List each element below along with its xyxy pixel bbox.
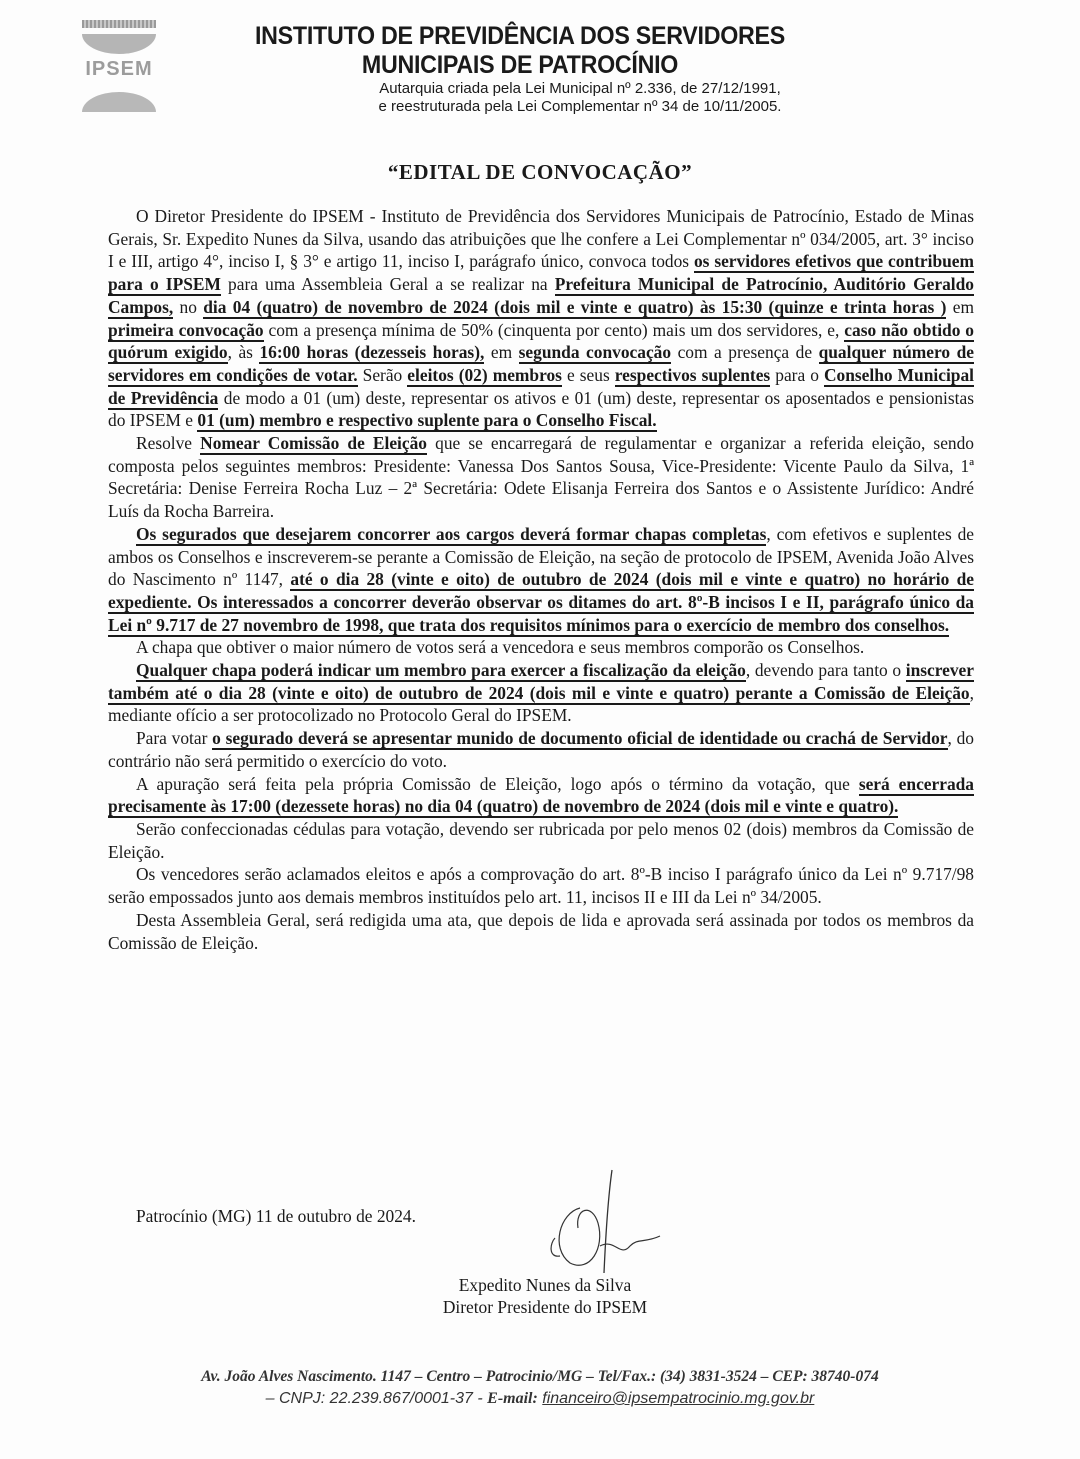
emphasized-text: caso não obtido o quórum exigido <box>108 319 974 363</box>
emphasized-text: Os segurados que desejarem concorrer aos cargos deverá formar chapas completas <box>136 523 767 544</box>
emphasized-text: 16:00 horas (dezesseis horas), <box>259 342 485 363</box>
footer-email-link[interactable]: financeiro@ipsempatrocinio.mg.gov.br <box>542 1390 815 1407</box>
body-text: , devendo para tanto o <box>745 660 906 681</box>
body-text: em <box>484 342 519 363</box>
body-text: com a presença mínima de 50% (cinquenta por cento) mais um dos servidores, e, <box>263 319 845 340</box>
body-text: Serão <box>357 364 408 385</box>
body-text: Os vencedores serão aclamados eleitos e após a comprovação do art. 8º-B inciso I parágrafo único da Lei nº 9.717/98 serão empossados junto aos demais membros instituídos pelo art. 11, incisos II e III da Lei nº 34/2005. <box>108 864 974 908</box>
body-text: de modo a 01 (um) deste, representar os ativos e 01 (um) deste, representar os aposentados e pensionistas do IPSEM e <box>108 387 974 431</box>
footer-cnpj: – CNPJ: 22.239.867/0001-37 - <box>265 1390 488 1407</box>
body-text: no <box>173 296 204 317</box>
footer-contact <box>80 1388 1000 1410</box>
emphasized-text: o segurado deverá se apresentar munido de documento oficial de identidade ou crachá de Servidor <box>212 728 948 749</box>
body-paragraph <box>108 523 974 637</box>
logo-bottom-shape <box>82 92 156 112</box>
logo-stripe <box>82 20 156 28</box>
signer-block <box>400 1274 690 1318</box>
body-paragraph <box>108 863 974 908</box>
body-paragraph <box>108 432 974 523</box>
body-paragraph <box>108 659 974 727</box>
body-text: e seus <box>561 364 615 385</box>
logo-top-shape <box>82 34 156 54</box>
emphasized-text: dia 04 (quatro) de novembro de 2024 (dois mil e vinte e quatro) às 15:30 (quinze e trinta horas ) <box>203 296 947 317</box>
document-body <box>108 205 974 954</box>
body-text: Desta Assembleia Geral, será redigida uma ata, que depois de lida e aprovada será assinada por todos os membros da Comissão de Eleição. <box>108 909 974 953</box>
emphasized-text: até o dia 28 (vinte e oito) de outubro de 2024 (dois mil e vinte e quatro) no horário de expediente. Os interessados a concorrer deverão observar os ditames do art. 8º-B incisos I e II, parágrafo único da Lei nº 9.717 de 27 novembro de 1998, que trata dos requisitos mínimos para o exercício de membro dos conselhos. <box>108 569 974 635</box>
logo-text: IPSEM <box>85 58 153 80</box>
institution-subtitle-line2: e reestruturada pela Lei Complementar nº 34 de 10/11/2005. <box>378 98 782 115</box>
signature <box>520 1168 670 1278</box>
emphasized-text: os servidores efetivos que contribuem para o IPSEM <box>108 251 974 295</box>
body-text: que se encarregará de regulamentar e organizar a referida eleição, sendo composta pelos seguintes membros: Presidente: Vanessa Dos Santos Sousa, Vice-Presidente: Vicente Paulo da Silva, 1ª Secretária: Denise Ferreira Rocha Luz – 2ª Secretária: Odete Elisanja Ferreira dos Santos e o Assistente Jurídico: André Luís da Rocha Barreira. <box>108 433 975 522</box>
institution-name-line1: INSTITUTO DE PREVIDÊNCIA DOS SERVIDORES <box>254 22 785 50</box>
body-paragraph <box>108 909 974 954</box>
body-text: para uma Assembleia Geral a se realizar na <box>220 274 555 295</box>
emphasized-text: Qualquer chapa poderá indicar um membro para exercer a fiscalização da eleição <box>136 660 746 681</box>
emphasized-text: eleitos (02) membros <box>407 364 562 385</box>
emphasized-text: Conselho Municipal de Previdência <box>108 364 974 408</box>
body-text: com a presença de <box>671 342 819 363</box>
institution-subtitle-line1: Autarquia criada pela Lei Municipal nº 2.336, de 27/12/1991, <box>379 80 781 97</box>
body-paragraph <box>108 727 974 772</box>
body-text: , mediante ofício a ser protocolizado no Protocolo Geral do IPSEM. <box>108 682 974 726</box>
document-date: Patrocínio (MG) 11 de outubro de 2024. <box>136 1206 416 1226</box>
body-text: para o <box>770 364 824 385</box>
footer-address: Av. João Alves Nascimento. 1147 – Centro – Patrocinio/MG – Tel/Fax.: (34) 3831-3524 – CEP: 38740-074 <box>201 1368 879 1385</box>
emphasized-text: inscrever também até o dia 28 (vinte e oito) de outubro de 2024 (dois mil e vinte e quatro) perante a Comissão de Eleição <box>108 660 974 703</box>
body-text: A apuração será feita pela própria Comissão de Eleição, logo após o término da votação, que <box>136 773 859 794</box>
body-paragraph <box>108 818 974 863</box>
institution-name-line2: MUNICIPAIS DE PATROCÍNIO <box>361 51 679 79</box>
body-text: , com efetivos e suplentes de ambos os Conselhos e inscreverem-se perante a Comissão de Eleição, na seção de protocolo de IPSEM, Avenida João Alves do Nascimento nº 1147, <box>108 523 975 590</box>
emphasized-text: será encerrada precisamente às 17:00 (dezessete horas) no dia 04 (quatro) de novembro de 2024 (dois mil e vinte e quatro). <box>108 773 975 817</box>
body-paragraph <box>108 636 974 659</box>
footer-email-label: E-mail: <box>487 1390 538 1407</box>
ipsem-logo <box>80 20 158 114</box>
emphasized-text: segunda convocação <box>518 342 672 363</box>
body-text: Para votar <box>136 728 213 749</box>
document-title: “EDITAL DE CONVOCAÇÃO” <box>387 160 693 184</box>
footer <box>80 1366 1000 1410</box>
emphasized-text: Nomear Comissão de Eleição <box>200 433 428 454</box>
emphasized-text: qualquer número de servidores em condições de votar. <box>108 342 975 385</box>
signer-name: Expedito Nunes da Silva <box>458 1275 632 1295</box>
body-text: A chapa que obtiver o maior número de votos será a vencedora e seus membros comporão os Conselhos. <box>136 637 865 658</box>
body-text: O Diretor Presidente do IPSEM - Instituto de Previdência dos Servidores Municipais de Patrocínio, Estado de Minas Gerais, Sr. Expedito Nunes da Silva, usando das atribuições que lhe confere a Lei Complementar nº 034/2005, art. 3° inciso I e III, artigo 4°, inciso I, § 3° e artigo 11, inciso I, parágrafo único, convoca todos <box>108 206 974 272</box>
body-paragraph <box>108 773 974 818</box>
body-text: Resolve <box>136 433 201 454</box>
emphasized-text: primeira convocação <box>108 319 264 340</box>
emphasized-text: respectivos suplentes <box>614 364 771 385</box>
body-text: , do contrário não será permitido o exercício do voto. <box>108 728 974 771</box>
signer-role: Diretor Presidente do IPSEM <box>442 1297 648 1317</box>
emphasized-text: 01 (um) membro e respectivo suplente para o Conselho Fiscal. <box>197 410 657 431</box>
letterhead <box>160 22 880 116</box>
body-text: em <box>946 296 974 317</box>
body-text: , às <box>227 342 260 363</box>
emphasized-text: Prefeitura Municipal de Patrocínio, Auditório Geraldo Campos, <box>108 274 974 317</box>
body-text: Serão confeccionadas cédulas para votação, devendo ser rubricada por pelo menos 02 (dois) membros da Comissão de Eleição. <box>108 818 974 862</box>
body-paragraph <box>108 205 974 432</box>
